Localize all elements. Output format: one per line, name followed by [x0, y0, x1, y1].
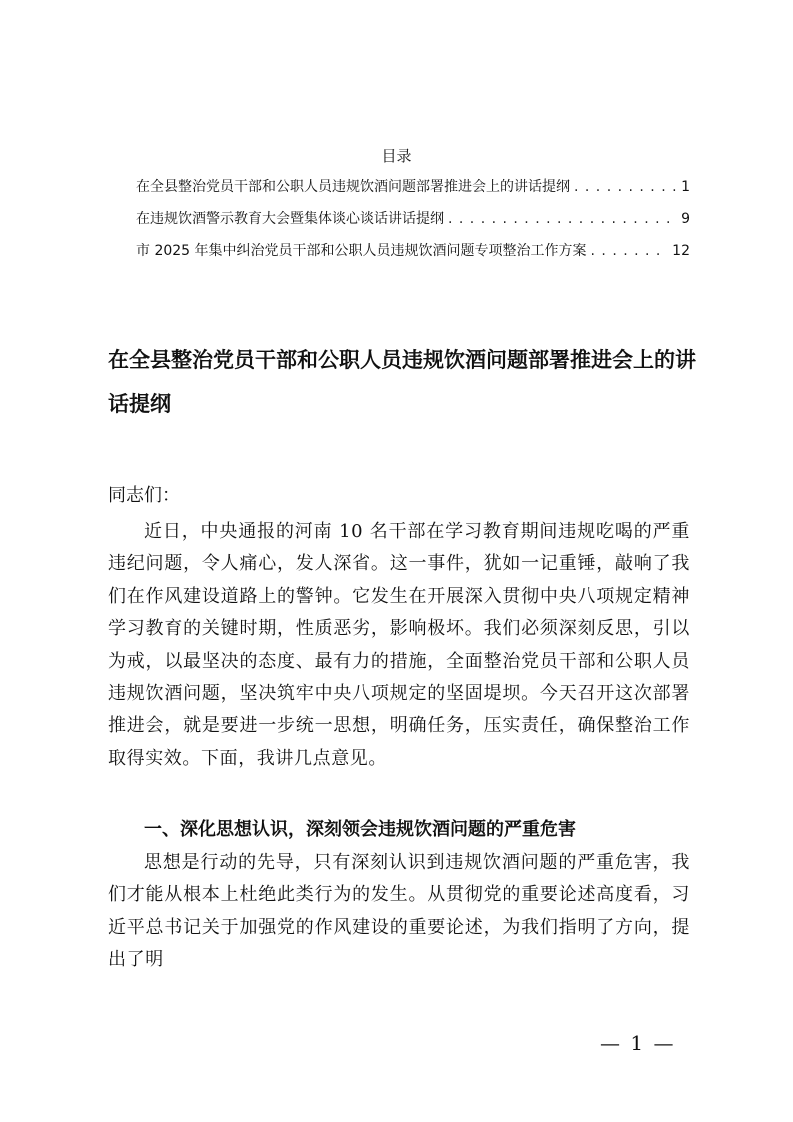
section-heading: 一、深化思想认识，深刻领会违规饮酒问题的严重危害	[144, 819, 576, 840]
body-paragraph: 思想是行动的先导，只有深刻认识到违规饮酒问题的严重危害，我们才能从根本上杜绝此类行为的发生。从贯彻党的重要论述高度看，习近平总书记关于加强党的作风建设的重要论述，为我们指明了方向，提出了明	[108, 852, 690, 971]
toc-entry[interactable]	[136, 208, 690, 230]
toc-entry-page: 12	[672, 243, 690, 259]
toc-leader-dots	[448, 208, 677, 230]
toc-entry-text: 在全县整治党员干部和公职人员违规饮酒问题部署推进会上的讲话提纲	[136, 179, 570, 195]
toc-leader-dots	[591, 240, 669, 262]
toc-entry-text: 在违规饮酒警示教育大会暨集体谈心谈话讲话提纲	[136, 211, 444, 227]
toc-entry[interactable]	[136, 240, 690, 262]
body-paragraph: 近日，中央通报的河南 10 名干部在学习教育期间违规吃喝的严重违纪问题，令人痛心，发人深省。这一事件，犹如一记重锤，敲响了我们在作风建设道路上的警钟。它发生在开展深入贯彻中央八项规定精神学习教育的关键时期，性质恶劣，影响极坏。我们必须深刻反思，引以为戒，以最坚决的态度、最有力的措施，全面整治党员干部和公职人员违规饮酒问题，坚决筑牢中央八项规定的坚固堤坝。今天召开这次部署推进会，就是要进一步统一思想，明确任务，压实责任，确保整治工作取得实效。下面，我讲几点意见。	[108, 521, 690, 769]
document-title: 在全县整治党员干部和公职人员违规饮酒问题部署推进会上的讲话提纲	[108, 348, 696, 416]
toc-entry-text: 市 2025 年集中纠治党员干部和公职人员违规饮酒问题专项整治工作方案	[136, 243, 587, 259]
salutation: 同志们：	[108, 485, 180, 506]
toc-entry-page: 1	[681, 179, 690, 195]
toc-entry[interactable]	[136, 176, 690, 198]
toc-entry-page: 9	[681, 211, 690, 227]
page-number: — 1 —	[600, 1031, 676, 1055]
toc-leader-dots	[574, 176, 677, 198]
toc-title: 目录	[381, 147, 412, 165]
